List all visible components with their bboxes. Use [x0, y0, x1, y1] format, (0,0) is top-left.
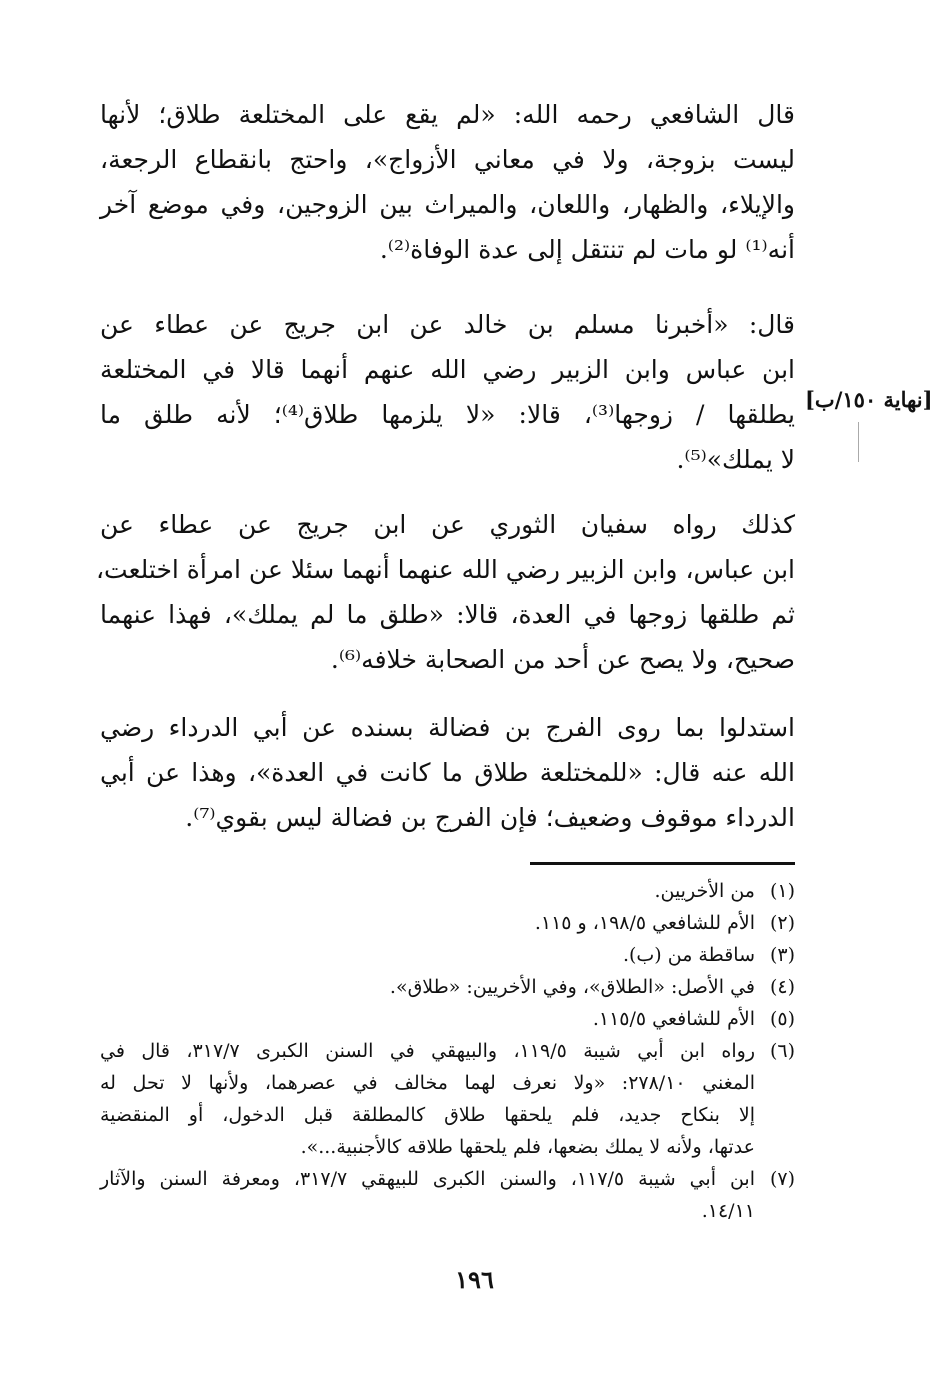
- text-line: الله عنه قال: «للمختلعة طلاق ما كانت في العدة»، وهذا عن أبي: [100, 758, 795, 787]
- text-line: ابن عباس وابن الزبير رضي الله عنهم أنهما قالا في المختلعة: [100, 355, 795, 384]
- footnote-6: [100, 1035, 795, 1163]
- footnote-text: [100, 939, 755, 971]
- footnote-text: [100, 907, 755, 939]
- footnote-number: (٥): [769, 1008, 795, 1030]
- footnote-1: [100, 875, 795, 907]
- paragraph-4: [100, 705, 795, 840]
- footnote-line: الأم للشافعي ١١٥/٥.: [592, 1008, 755, 1030]
- paragraph-3: [95, 502, 795, 682]
- text-line: ابن عباس، وابن الزبير رضي الله عنهما أنهما سئلا عن امرأة اختلعت،: [95, 555, 795, 584]
- footnote-text: [100, 875, 755, 907]
- footnote-5: [100, 1003, 795, 1035]
- text-line: كذلك رواه سفيان الثوري عن ابن جريج عن عطاء عن: [100, 510, 795, 539]
- footnote-line: عدتها، ولأنه لا يملك بضعها، فلم يلحقها طلاقه كالأجنبية...».: [300, 1136, 755, 1158]
- text-line: قال: «أخبرنا مسلم بن خالد عن ابن جريج عن عطاء عن: [100, 310, 795, 339]
- text-line: الدرداء موقوف وضعيف؛ فإن الفرج بن فضالة ليس بقوي⁽⁷⁾.: [185, 803, 795, 832]
- footnote-text: [100, 1003, 755, 1035]
- footnote-4: [100, 971, 795, 1003]
- text-line: يطلقها / زوجها⁽³⁾، قالا: «لا يلزمها طلاق⁽⁴⁾؛ لأنه طلق ما: [100, 400, 796, 429]
- text-line: لا يملك»⁽⁵⁾.: [676, 445, 795, 474]
- footnote-text: [100, 971, 755, 1003]
- text-line: ليست بزوجة، ولا في معاني الأزواج»، واحتج بانقطاع الرجعة،: [100, 145, 795, 174]
- footnote-number: (٧): [769, 1168, 795, 1190]
- footnote-line: إلا بنكاح جديد، فلم يلحقها طلاق كالمطلقة قبل الدخول، أو المنقضية: [100, 1104, 755, 1126]
- footnote-line: ١٤/١١.: [701, 1200, 755, 1222]
- footnote-number: (٣): [769, 944, 795, 966]
- footnote-line: ساقطة من (ب).: [622, 944, 755, 966]
- margin-note: [نهاية ١٥٠/ب]: [805, 387, 933, 412]
- footnote-7: [100, 1163, 795, 1227]
- text-line: صحيح، ولا يصح عن أحد من الصحابة خلافه⁽⁶⁾.: [330, 645, 795, 674]
- page-number: ١٩٦: [455, 1265, 494, 1294]
- text-line: والإيلاء، والظهار، واللعان، والميراث بين الزوجين، وفي موضع آخر: [100, 190, 795, 219]
- paragraph-1: [100, 92, 795, 272]
- footnote-line: المغني ٢٧٨/١٠: «ولا نعرف لهما مخالف في عصرهما، ولأنها لا تحل له: [100, 1072, 755, 1094]
- footnote-line: الأم للشافعي ١٩٨/٥، و ١١٥.: [534, 912, 755, 934]
- footnote-line: من الأخريين.: [654, 880, 755, 902]
- text-line: قال الشافعي رحمه الله: «لم يقع على المختلعة طلاق؛ لأنها: [100, 100, 795, 129]
- footnote-divider: [530, 862, 795, 865]
- footnote-text: [100, 1163, 755, 1227]
- footnote-line: في الأصل: «الطلاق»، وفي الأخريين: «طلاق».: [389, 976, 755, 998]
- footnote-line: ابن أبي شيبة ١١٧/٥، والسنن الكبرى للبيهقي ٣١٧/٧، ومعرفة السنن والآثار: [100, 1168, 755, 1190]
- footnote-number: (٢): [769, 912, 795, 934]
- text-line: استدلوا بما روى الفرج بن فضالة بسنده عن أبي الدرداء رضي: [100, 713, 795, 742]
- margin-rule: [858, 422, 859, 462]
- footnote-2: [100, 907, 795, 939]
- paragraph-2: [100, 302, 795, 482]
- footnote-line: رواه ابن أبي شيبة ١١٩/٥، والبيهقي في السنن الكبرى ٣١٧/٧، قال في: [100, 1040, 756, 1062]
- footnote-number: (١): [769, 880, 795, 902]
- footnote-3: [100, 939, 795, 971]
- text-line: ثم طلقها زوجها في العدة، قالا: «طلق ما لم يملك»، فهذا عنهما: [100, 600, 795, 629]
- footnote-number: (٤): [769, 976, 795, 998]
- text-line: أنه⁽¹⁾ لو مات لم تنتقل إلى عدة الوفاة⁽²⁾.: [379, 235, 795, 264]
- footnotes: [100, 875, 795, 1227]
- footnote-number: (٦): [769, 1040, 795, 1062]
- footnote-text: [100, 1035, 755, 1163]
